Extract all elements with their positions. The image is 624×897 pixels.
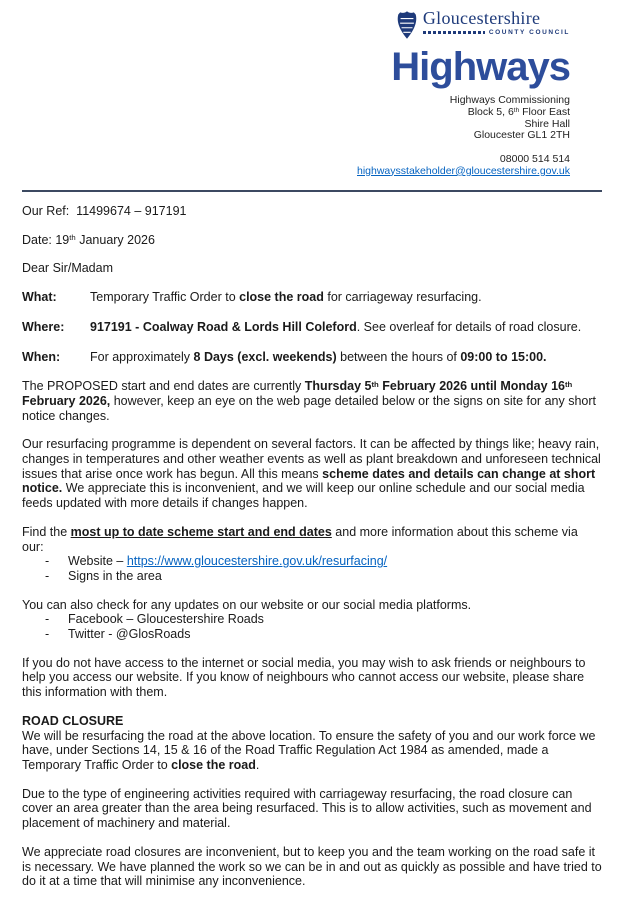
address-line: Block 5, 6th Floor East — [467, 105, 570, 118]
access-paragraph: If you do not have access to the internet or social media, you may wish to ask friends or neighbours to help you access our website. If you know of neighbours who cannot access our website, please share this information with them. — [22, 655, 586, 700]
bullet-dash-glyph: - — [45, 627, 50, 642]
letter-body — [22, 204, 602, 897]
bullet-signs — [22, 569, 602, 584]
what-label: What: — [22, 290, 57, 305]
council-subtitle-row — [423, 29, 570, 36]
bullet-signs-text: Signs in the area — [68, 568, 162, 583]
road-closure-heading: ROAD CLOSURE — [22, 713, 124, 728]
bullet-facebook — [22, 612, 602, 627]
phone-number: 08000 514 514 — [499, 152, 570, 165]
logo-dashes — [423, 31, 485, 34]
bullet-dash-glyph: - — [45, 568, 50, 583]
council-wordmark — [423, 8, 570, 36]
bullet-dash-glyph: - — [45, 554, 50, 569]
sender-address — [357, 95, 570, 178]
where-row — [22, 320, 602, 335]
what-value: Temporary Traffic Order to close the road for carriageway resurfacing. — [90, 290, 482, 305]
letter-date: Date: 19th January 2026 — [22, 232, 155, 247]
what-row — [22, 290, 602, 305]
where-label: Where: — [22, 319, 65, 334]
find-group — [22, 525, 602, 584]
council-crest-icon — [396, 10, 418, 45]
address-line: Gloucester GL1 2TH — [473, 129, 570, 142]
council-subtitle: COUNTY COUNCIL — [488, 29, 570, 36]
hyperlink[interactable]: https://www.gloucestershire.gov.uk/resurfacing/ — [126, 554, 388, 569]
council-name: Gloucestershire — [422, 8, 541, 28]
bullet-dash-glyph: - — [45, 612, 50, 627]
letterhead — [300, 8, 570, 178]
when-label: When: — [22, 349, 61, 364]
bullet-facebook-text: Facebook – Gloucestershire Roads — [68, 612, 264, 627]
when-detail-paragraph: The PROPOSED start and end dates are currently Thursday 5th February 2026 until Monday 16th February 2026, however, keep an eye on the web page detailed below or the signs on site for any short notice changes. — [22, 379, 596, 423]
when-row — [22, 350, 602, 365]
updates-group — [22, 598, 602, 642]
salutation: Dear Sir/Madam — [22, 261, 113, 276]
header-divider — [22, 190, 602, 192]
council-logo — [396, 8, 570, 45]
bullet-website — [22, 554, 602, 569]
road-closure-paragraph: We will be resurfacing the road at the above location. To ensure the safety of you and our work force we have, under Sections 14, 15 & 16 of the Road Traffic Regulation Act 1984 as amended, made a Temporary Traffic Order to close the road. — [22, 728, 596, 772]
updates-intro: You can also check for any updates on our website or our social media platforms. — [22, 597, 472, 612]
email-link[interactable]: highwaysstakeholder@gloucestershire.gov.uk — [357, 164, 570, 177]
programme-paragraph: Our resurfacing programme is dependent on several factors. It can be affected by things like; heavy rain, changes in temperatures and other weather events as well as plant breakdown and unforeseen technical issues that arise once work has begun. All this means scheme dates and details can change at short notice. We appreciate this is inconvenient, and we will keep our online schedule and our social media feeds updated with more details if changes happen. — [22, 437, 601, 511]
our-ref: Our Ref: 11499674 – 917191 — [22, 204, 187, 218]
apology-paragraph: We appreciate road closures are inconvenient, but to keep you and the team working on the road safe it is necessary. We have planned the work so we can be in and out as quickly as possible and have tried to do it at a time that will minimise any inconvenience. — [22, 844, 602, 889]
find-intro: Find the most up to date scheme start and end dates and more information about this scheme via our: — [22, 524, 578, 554]
when-value: For approximately 8 Days (excl. weekends) between the hours of 09:00 to 15:00. — [90, 349, 547, 364]
closure-extent-paragraph: Due to the type of engineering activities required with carriageway resurfacing, the road closure can cover an area greater than the area being resurfaced. This is to allow activities, such as movement and placement of machinery and material. — [22, 786, 592, 831]
where-value: 917191 - Coalway Road & Lords Hill Coleford. See overleaf for details of road closure. — [90, 319, 582, 334]
road-closure-group — [22, 714, 602, 773]
address-line: Shire Hall — [524, 117, 570, 130]
address-line: Highways Commissioning — [449, 94, 570, 106]
highways-wordmark: Highways — [391, 45, 570, 89]
bullet-twitter — [22, 627, 602, 642]
bullet-website-text: Website – https://www.gloucestershire.gov.uk/resurfacing/ — [68, 554, 388, 569]
bullet-twitter-text: Twitter - @GlosRoads — [68, 627, 191, 642]
